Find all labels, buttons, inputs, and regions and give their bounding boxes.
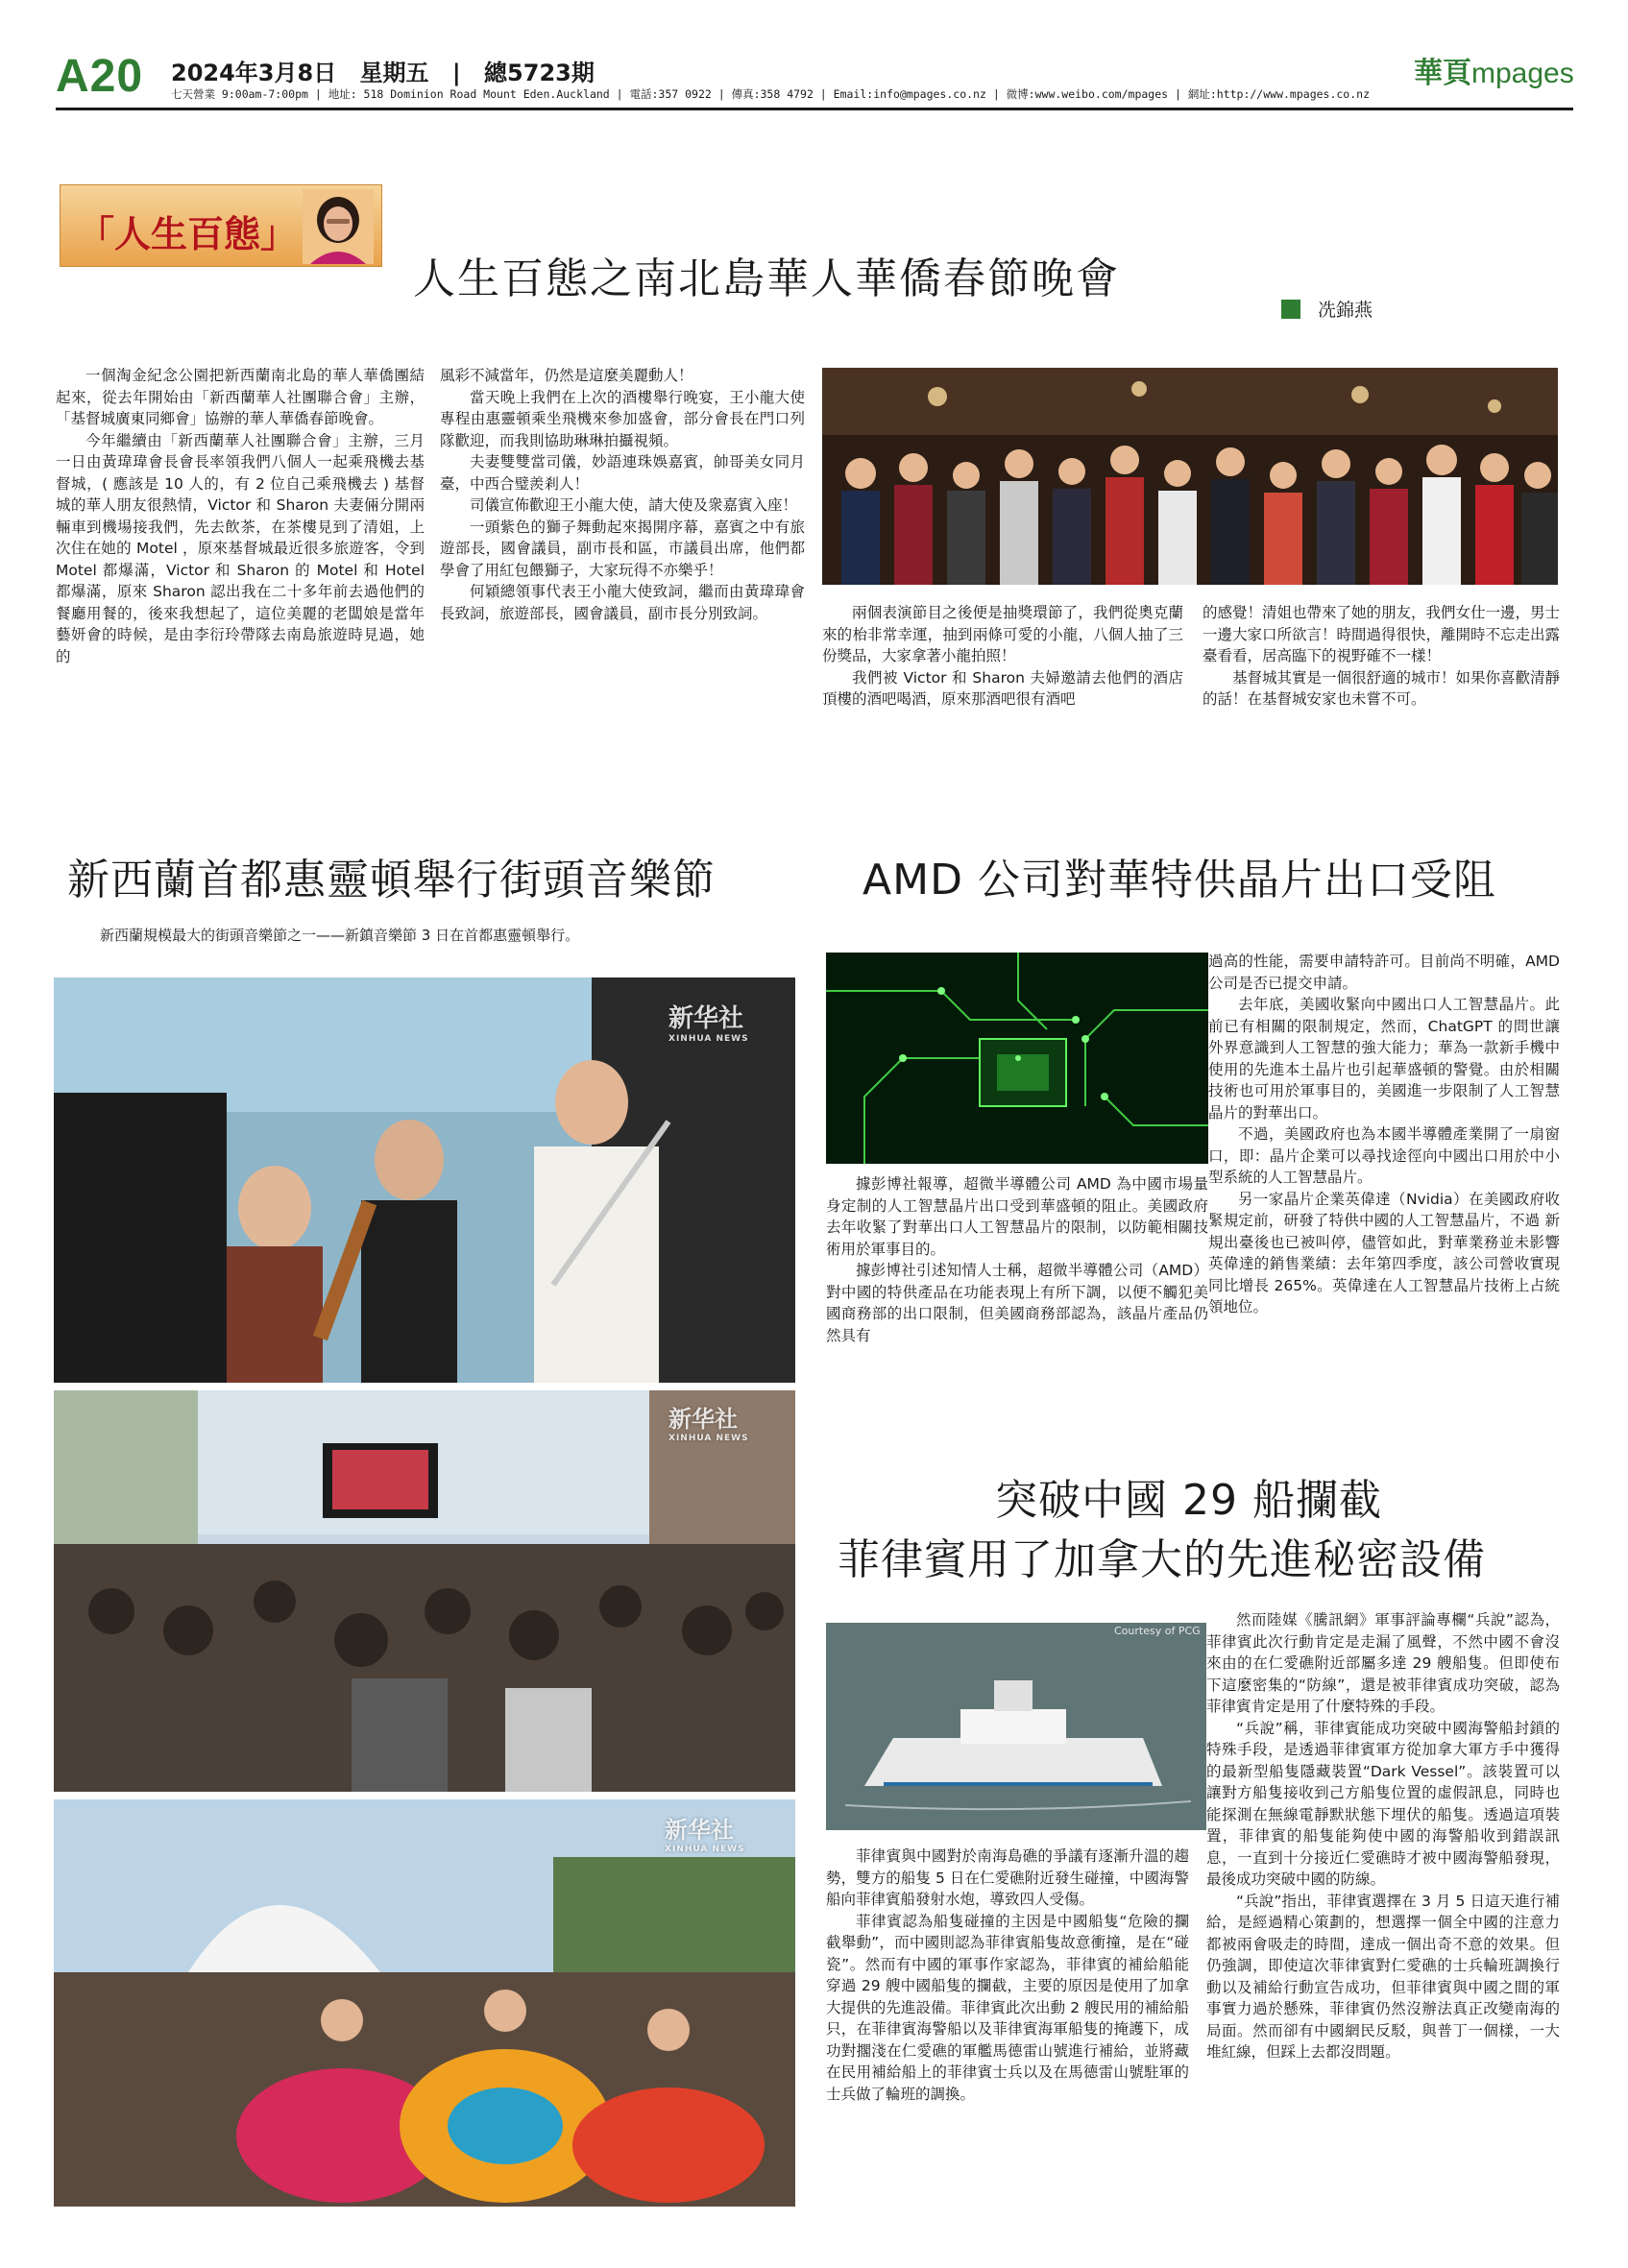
paragraph: 基督城其實是一個很舒適的城市！如果你喜歡清靜的話！在基督城安家也未嘗不可。 (1203, 668, 1561, 708)
paragraph: 一個淘金紀念公園把新西蘭南北島的華人華僑團結起來，從去年開始由「新西蘭華人社團聯合會」主辦，「基督城廣東同鄉會」協辦的華人華僑春節晚會。 (56, 367, 425, 427)
group-photo-image (822, 368, 1558, 585)
article4-col-right (1206, 1609, 1560, 2063)
ship-photo-image (826, 1623, 1206, 1830)
article2-title: 新西蘭首都惠靈頓舉行街頭音樂節 (67, 856, 716, 905)
paragraph: 兩個表演節目之後便是抽獎環節了，我們從奧克蘭來的枱非常幸運，抽到兩條可愛的小龍，八個人抽了三份獎品，大家拿著小龍拍照！ (822, 604, 1183, 664)
paragraph: “兵說”指出，菲律賓選擇在 3 月 5 日這天進行補給，是經過精心策劃的，想選擇一個全中國的注意力都被兩會吸走的時間，達成一個出奇不意的效果。但仍強調，即使這次菲律賓對仁愛礁的士兵輪班調換行動以及補給行動宣告成功，但菲律賓與中國之間的軍事實力過於懸殊，菲律賓仍然沒辦法真正改變南海的局面。然而卻有中國網民反駁，與普丁一個樣，一大堆紅線，但踩上去都沒問題。 (1206, 1892, 1560, 2061)
paragraph: 今年繼續由「新西蘭華人社團聯合會」主辦，三月一日由黃瑋瑋會長會長率領我們八個人一起乘飛機去基督城，( 應該是 10 人的，有 2 位自己乘飛機去 ) 基督城的華人朋友很熱情，Victor 和 Sharon 夫妻倆分開兩輛車到機場接我們，先去飲茶，在茶樓見到了清姐，上次住在她的 Motel ，原來基督城最近很多旅遊客，令到 Motel 都爆滿，Victor 和 Sharon 的 Motel 和 Hotel 都爆滿，原來 Sharon 認出我在二十多年前去過他們的餐廳用餐的，後來我想起了，這位美麗的老闆娘是當年藝妍會的時候，是由李衍玲帶隊去南島旅遊時見過，她的 (56, 431, 425, 665)
festival-photo-3-image (54, 1799, 795, 2207)
festival-photo-1 (54, 977, 795, 1383)
watermark-en: XINHUA NEWS (668, 1434, 749, 1443)
article1-col2 (440, 365, 805, 624)
article1-col1 (56, 365, 425, 667)
article1-col3 (822, 602, 1183, 711)
watermark-en: XINHUA NEWS (668, 1034, 749, 1044)
author-portrait (303, 189, 374, 264)
paragraph: 司儀宣佈歡迎王小龍大使，請大使及衆嘉賓入座！ (470, 496, 798, 514)
paragraph: 據彭博社引述知情人士稱，超微半導體公司（AMD）對中國的特供產品在功能表現上有所下調，以便不觸犯美國商務部的出口限制，但美國商務部認為，該晶片產品仍然具有 (826, 1262, 1208, 1344)
issue-number: 總5723期 (484, 60, 595, 86)
issue-weekday: 星期五 (359, 60, 429, 86)
paragraph: 當天晚上我們在上次的酒樓舉行晚宴，王小龍大使專程由惠靈頓乘坐飛機來參加盛會，部分會長在門口列隊歡迎，而我則協助琳琳拍攝視頻。 (440, 388, 805, 449)
paragraph: 據彭博社報導，超微半導體公司 AMD 為中國市場量身定制的人工智慧晶片出口受到華盛頓的阻止。美國政府去年收緊了對華出口人工智慧晶片的限制，以防範相關技術用於軍事目的。 (826, 1175, 1208, 1258)
issue-separator: | (451, 60, 461, 86)
festival-photo-3-watermark (665, 1811, 745, 1854)
article1-col4 (1203, 602, 1560, 711)
author-marker (1281, 300, 1300, 319)
paragraph: 然而陸媒《騰訊網》軍事評論專欄“兵說”認為，菲律賓此次行動肯定是走漏了風聲，不然中國不會沒來由的在仁愛礁附近部屬多達 29 艘船隻。但即使布下這麼密集的“防線”，還是被菲律賓成功突破，認為菲律賓肯定是用了什麼特殊的手段。 (1206, 1611, 1560, 1715)
brand-logo (1414, 57, 1574, 90)
article4-title-line1: 突破中國 29 船攔截 (995, 1476, 1382, 1525)
contact-info: 七天營業 9:00am-7:00pm | 地址: 518 Dominion Road Mount Eden.Auckland | 電話:357 0922 | 傳真:358 4792 | Email:info@mpages.co.nz | 微博:www.weibo.com/mpages | 網址:http://www.mpages.co.nz (171, 87, 1371, 101)
festival-photo-2 (54, 1390, 795, 1792)
paragraph: 風彩不減當年，仍然是這麼美麗動人！ (440, 367, 693, 384)
article3-col-left (826, 1173, 1208, 1346)
paragraph: 另一家晶片企業英偉達（Nvidia）在美國政府收緊規定前，研發了特供中國的人工智慧晶片，不過 新規出臺後也已被叫停，儘管如此，對華業務並未影響英偉達的銷售業績：去年第四季度，該公司營收實現同比增長 265%。英偉達在人工智慧晶片技術上占統領地位。 (1208, 1190, 1560, 1315)
ship-photo-credit: Courtesy of PCG (1114, 1625, 1201, 1637)
paragraph: 過高的性能，需要申請特許可。目前尚不明確，AMD 公司是否已提交申請。 (1208, 953, 1560, 992)
column-badge (60, 184, 382, 267)
brand-text: mpages (1471, 58, 1574, 89)
author-name: 冼錦燕 (1318, 300, 1373, 321)
brand-mark: 華頁 (1414, 57, 1471, 90)
festival-photo-2-watermark (668, 1400, 749, 1443)
paragraph: 夫妻雙雙當司儀，妙語連珠娛嘉賓，帥哥美女同月臺，中西合璧羨剎人！ (440, 453, 805, 493)
group-photo (822, 368, 1558, 585)
paragraph: “兵說”稱，菲律賓能成功突破中國海警船封鎖的特殊手段，是透過菲律賓軍方從加拿大軍方手中獲得的最新型船隻隱藏裝置“Dark Vessel”。該裝置可以讓對方船隻接收到己方船隻位置的虛假訊息，同時也能探測在無線電靜默狀態下埋伏的船隻。透過這項裝置，菲律賓的船隻能夠使中國的海警船收到錯誤訊息，一直到十分接近仁愛礁時才被中國海警船發現，最後成功突破中國的防線。 (1206, 1719, 1560, 1888)
article4-title-line2: 菲律賓用了加拿大的先進秘密設備 (838, 1535, 1486, 1584)
paragraph: 一頭紫色的獅子舞動起來揭開序幕，嘉賓之中有旅遊部長，國會議員，副市長和區，市議員出席，他們都學會了用紅包餵獅子，大家玩得不亦樂乎！ (440, 518, 805, 579)
issue-date: 2024年3月8日 (171, 60, 337, 86)
paragraph: 的感覺！清姐也帶來了她的朋友，我們女仕一邊，男士一邊大家口所欲言！時間過得很快，離開時不忘走出露臺看看，居高臨下的視野確不一樣！ (1203, 604, 1561, 664)
header-rule (56, 108, 1573, 110)
watermark-en: XINHUA NEWS (665, 1845, 745, 1854)
paragraph: 我們被 Victor 和 Sharon 夫婦邀請去他們的酒店頂樓的酒吧喝酒，原來那酒吧很有酒吧 (822, 668, 1183, 708)
chip-photo (826, 953, 1208, 1164)
page-number: A20 (56, 51, 144, 102)
article1-title: 人生百態之南北島華人華僑春節晚會 (413, 254, 1120, 303)
article2-caption: 新西蘭規模最大的街頭音樂節之一——新鎮音樂節 3 日在首都惠靈頓舉行。 (100, 927, 580, 944)
watermark-cn: 新华社 (668, 1004, 744, 1033)
article3-col-right (1208, 951, 1560, 1318)
article4-col-left (826, 1846, 1189, 2105)
issue-date-line (171, 54, 610, 87)
paragraph: 不過，美國政府也為本國半導體產業開了一扇窗口，即：晶片企業可以尋找途徑向中國出口用於中小型系統的人工智慧晶片。 (1208, 1125, 1560, 1186)
article3-title: AMD 公司對華特供晶片出口受阻 (863, 856, 1496, 905)
chip-photo-image (826, 953, 1208, 1164)
festival-photo-2-image (54, 1390, 795, 1792)
paragraph: 去年底，美國收緊向中國出口人工智慧晶片。此前已有相關的限制規定，然而，ChatGPT 的問世讓外界意識到人工智慧的強大能力；華為一款新手機中使用的先進本土晶片也引起華盛頓的警覺。由於相關技術也可用於軍事目的，美國進一步限制了人工智慧晶片的對華出口。 (1208, 996, 1560, 1122)
article1-author (1281, 296, 1373, 322)
paragraph: 何穎總領事代表王小龍大使致詞，繼而由黃瑋瑋會長致詞，旅遊部長，國會議員，副市長分別致詞。 (440, 583, 805, 622)
ship-photo (826, 1623, 1206, 1830)
watermark-cn: 新华社 (668, 1406, 738, 1433)
watermark-cn: 新华社 (665, 1817, 734, 1844)
paragraph: 菲律賓與中國對於南海島礁的爭議有逐漸升溫的趨勢，雙方的船隻 5 日在仁愛礁附近發生碰撞，中國海警船向菲律賓船發射水炮，導致四人受傷。 (826, 1847, 1189, 1908)
paragraph: 菲律賓認為船隻碰撞的主因是中國船隻“危險的攔截舉動”，而中國則認為菲律賓船隻故意衝撞，是在“碰瓷”。然而有中國的軍事作家認為，菲律賓的補給船能穿過 29 艘中國船隻的攔截，主要的原因是使用了加拿大提供的先進設備。菲律賓此次出動 2 艘民用的補給船只，在菲律賓海警船以及菲律賓海軍船隻的掩護下，成功對擱淺在仁愛礁的軍艦馬德雷山號進行補給，並將藏在民用補給船上的菲律賓士兵以及在馬德雷山號駐軍的士兵做了輪班的調換。 (826, 1912, 1189, 2103)
column-badge-label: 「人生百態」 (78, 212, 298, 255)
festival-photo-1-watermark (668, 999, 749, 1044)
festival-photo-3 (54, 1799, 795, 2207)
